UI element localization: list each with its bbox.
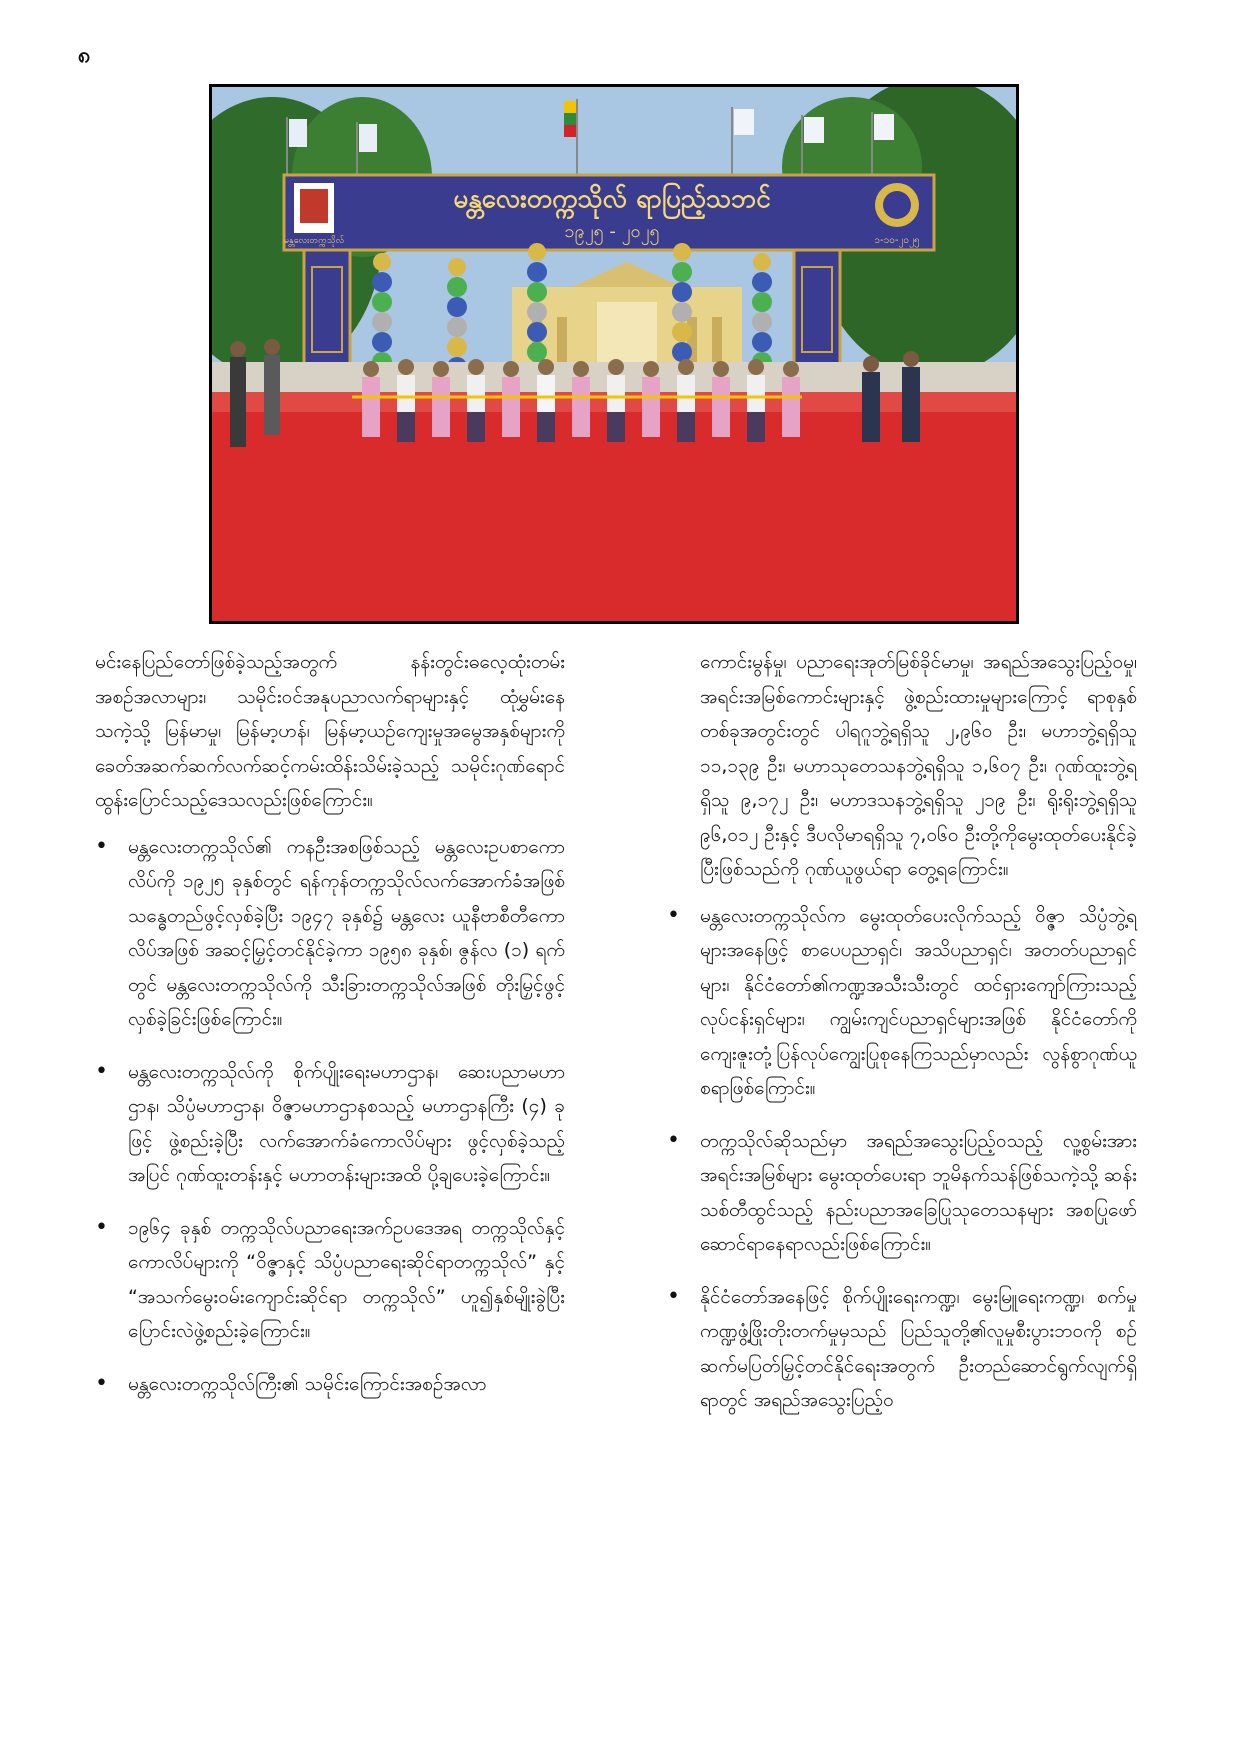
list-item: • နိုင်ငံတော်အနေဖြင့် စိုက်ပျိုးရေးကဏ္ဍ၊ မွေးမြူရေးကဏ္ဍ၊ စက်မှုကဏ္ဍဖွံ့ဖြိုးတိုးတက်မှုမှသည် ပြည်သူတို့၏လူမှုစီးပွားဘဝကို စဉ်ဆက်မပြတ်မြှင့်တင်နိုင်ရေးအတွက် ဦးတည်ဆောင်ရွက်လျက်ရှိရာတွင် အရည်အသွေးပြည့်ဝ — [667, 1280, 1137, 1418]
right-column — [667, 645, 1137, 1436]
list-item: • မန္တလေးတက္ကသိုလ်ကြီး၏ သမိုင်းကြောင်းအစဉ်အလာ — [95, 1367, 565, 1402]
right-continuation-paragraph: ကောင်းမွန်မှု၊ ပညာရေးအုတ်မြစ်ခိုင်မာမှု၊ အရည်အသွေးပြည့်ဝမှု၊ အရင်းအမြစ်ကောင်းများနှင့် ဖွဲ့စည်းထားမှုများကြောင့် ရာစုနှစ်တစ်ခုအတွင်းတွင် ပါရဂူဘွဲ့ရရှိသူ ၂,၉၆၀ ဦး၊ မဟာဘွဲ့ရရှိသူ ၁၁,၁၃၉ ဦး၊ မဟာသုတေသနဘွဲ့ရရှိသူ ၁,၆၀၇ ဦး၊ ဂုဏ်ထူးဘွဲ့ရရှိသူ ၉,၁၇၂ ဦး၊ မဟာဒသနဘွဲ့ရရှိသူ ၂၁၉ ဦး၊ ရိုးရိုးဘွဲ့ရရှိသူ ၉၆,၀၁၂ ဦးနှင့် ဒီပလိုမာရရှိသူ ၇,၀၆၀ ဦးတို့ကိုမွေးထုတ်ပေးနိုင်ခဲ့ပြီးဖြစ်သည်ကို ဂုဏ်ယူဖွယ်ရာ တွေ့ရကြောင်း။ — [700, 651, 1137, 880]
right-bullet-list — [667, 899, 1137, 1418]
arch-left-caption: မန္တလေးတက္ကသိုလ် — [283, 236, 345, 246]
list-item: • မန္တလေးတက္ကသိုလ်က မွေးထုတ်ပေးလိုက်သည့် ဝိဇ္ဇာ သိပ္ပံဘွဲ့ရများအနေဖြင့် စာပေပညာရှင်၊ အသိပညာရှင်၊ အတတ်ပညာရှင်များ၊ နိုင်ငံတော်၏ကဏ္ဍအသီးသီးတွင် ထင်ရှားကျော်ကြားသည့် လုပ်ငန်းရှင်များ၊ ကျွမ်းကျင်ပညာရှင်များအဖြစ် နိုင်ငံတော်ကို ကျေးဇူးတုံ့ပြန်လုပ်ကျွေးပြုစုနေကြသည်မှာလည်း လွန်စွာဂုဏ်ယူစရာဖြစ်ကြောင်း။ — [667, 899, 1137, 1106]
left-intro-paragraph: မင်းနေပြည်တော်ဖြစ်ခဲ့သည့်အတွက် နန်းတွင်းဓလေ့ထုံးတမ်းအစဉ်အလာများ၊ သမိုင်းဝင်အနုပညာလက်ရာများနှင့် ထုံမွှမ်းနေသကဲ့သို့ မြန်မာမှု၊ မြန်မာ့ဟန်၊ မြန်မာ့ယဉ်ကျေးမှုအမွေအနှစ်များကို ခေတ်အဆက်ဆက်လက်ဆင့်ကမ်းထိန်းသိမ်းခဲ့သည့် သမိုင်းဂုဏ်ရောင်ထွန်းပြောင်သည့်ဒေသလည်းဖြစ်ကြောင်း။ — [95, 651, 565, 811]
left-bullet-list — [95, 830, 565, 1402]
list-item: • တက္ကသိုလ်ဆိုသည်မှာ အရည်အသွေးပြည့်ဝသည့် လူ့စွမ်းအားအရင်းအမြစ်များ မွေးထုတ်ပေးရာ ဘူမိနက်သန်ဖြစ်သကဲ့သို့ ဆန်းသစ်တီထွင်သည့် နည်းပညာအခြေပြုသုတေသနများ အစပြုဖော်ဆောင်ရာနေရာလည်းဖြစ်ကြောင်း။ — [667, 1124, 1137, 1262]
list-item: • ၁၉၆၄ ခုနှစ် တက္ကသိုလ်ပညာရေးအက်ဥပဒေအရ တက္ကသိုလ်နှင့် ကောလိပ်များကို “ဝိဇ္ဇာနှင့် သိပ္ပံပညာရေးဆိုင်ရာတက္ကသိုလ်” နှင့် “အသက်မွေးဝမ်းကျောင်းဆိုင်ရာ တက္ကသိုလ်” ဟူ၍နှစ်မျိုးခွဲပြီး ပြောင်းလဲဖွဲ့စည်းခဲ့ကြောင်း။ — [95, 1211, 565, 1349]
arch-years: ၁၉၂၅ - ၂၀၂၅ — [564, 221, 660, 242]
ceremony-photo — [209, 84, 1019, 624]
list-item: • မန္တလေးတက္ကသိုလ်၏ ကနဦးအစဖြစ်သည့် မန္တလေးဥပစာကောလိပ်ကို ၁၉၂၅ ခုနှစ်တွင် ရန်ကုန်တက္ကသိုလ်လက်အောက်ခံအဖြစ် သန္ဓေတည်ဖွင့်လှစ်ခဲ့ပြီး ၁၉၄၇ ခုနှစ်၌ မန္တလေး ယူနီဗာစီတီကောလိပ်အဖြစ် အဆင့်မြှင့်တင်နိုင်ခဲ့ကာ ၁၉၅၈ ခုနှစ်၊ ဇွန်လ (၁) ရက်တွင် မန္တလေးတက္ကသိုလ်ကို သီးခြားတက္ကသိုလ်အဖြစ် တိုးမြှင့်ဖွင့်လှစ်ခဲ့ခြင်းဖြစ်ကြောင်း။ — [95, 830, 565, 1037]
list-item: • မန္တလေးတက္ကသိုလ်ကို စိုက်ပျိုးရေးမဟာဌာန၊ ဆေးပညာမဟာဌာန၊ သိပ္ပံမဟာဌာန၊ ဝိဇ္ဇာမဟာဌာနစသည့် မဟာဌာနကြီး (၄) ခုဖြင့် ဖွဲ့စည်းခဲ့ပြီး လက်အောက်ခံကောလိပ်များ ဖွင့်လှစ်ခဲ့သည့်အပြင် ဂုဏ်ထူးတန်းနှင့် မဟာတန်းများအထိ ပို့ချပေးခဲ့ကြောင်း။ — [95, 1055, 565, 1193]
arch-date: ၁-၁၀-၂၀၂၅ — [874, 235, 920, 246]
arch-title: မန္တလေးတက္ကသိုလ် ရာပြည့်သဘင် — [453, 184, 771, 214]
page-number: ၈ — [78, 43, 91, 68]
left-column — [95, 645, 565, 1419]
